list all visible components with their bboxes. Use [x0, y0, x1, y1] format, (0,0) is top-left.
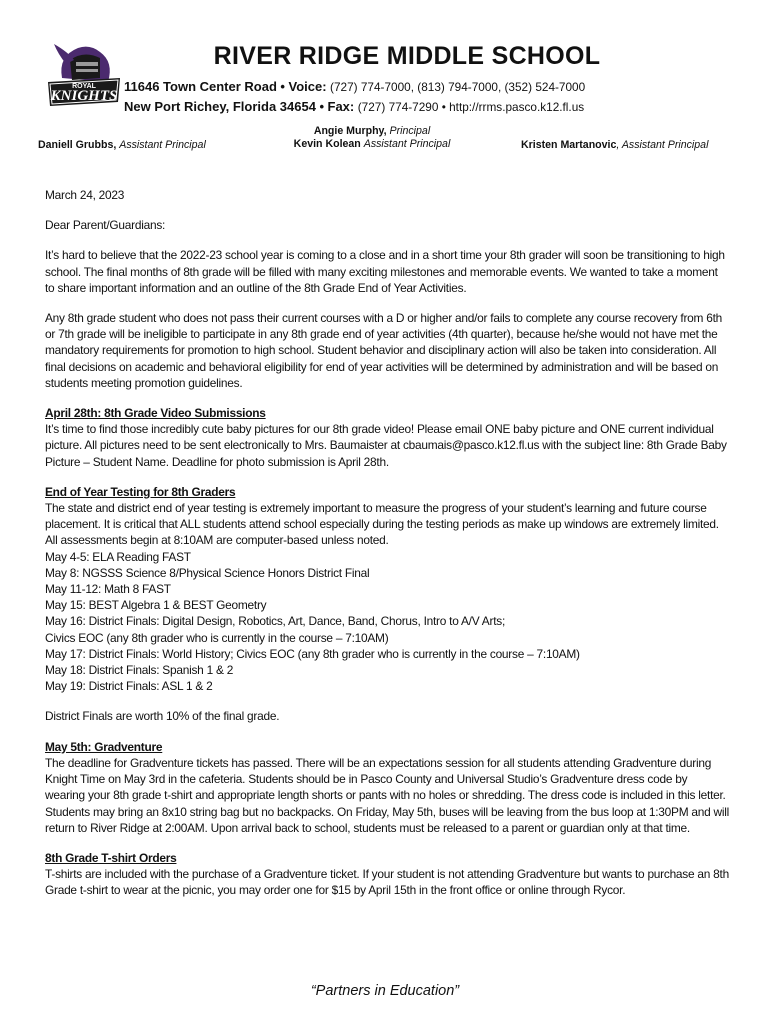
- voice-label: Voice:: [288, 79, 327, 94]
- letter-body: [45, 187, 730, 913]
- section-heading-video: April 28th: 8th Grade Video Submissions: [45, 406, 266, 421]
- section-body-gradventure: The deadline for Gradventure tickets has passed. There will be an expectations session for all students attending Gradventure during Knight Time on May 3rd in the cafeteria. Students should be in Pasco County and Universal Studio’s Gradventure dress code by wearing your 8th grade t-shirt and appropriate length shorts or pants with no holes or shredding. The dress code is included in this letter. Students may bring an 8x10 string bag but no backpacks. On Friday, May 5th, buses will be leaving from the bus loop at 1:30PM and will return to River Ridge at 2:00AM. Upon arrival back to school, students must be released to a parent or guardian only at that time.: [45, 755, 730, 835]
- testing-schedule-line: May 16: District Finals: Digital Design, Robotics, Art, Dance, Band, Chorus, Intro to A/V Arts;: [45, 614, 505, 629]
- testing-schedule-line: May 18: District Finals: Spanish 1 & 2: [45, 663, 234, 678]
- staff-title: Principal: [389, 125, 431, 137]
- testing-schedule: [45, 549, 730, 695]
- city-address: New Port Richey, Florida 34654: [124, 99, 316, 114]
- staff-name: Kevin Kolean: [293, 138, 361, 150]
- staff-title: Assistant Principal: [363, 138, 451, 150]
- staff-name: Kristen Martanovic: [521, 139, 617, 151]
- bullet-separator: •: [280, 79, 285, 94]
- staff-name: Daniell Grubbs,: [38, 139, 117, 151]
- testing-schedule-line: Civics EOC (any 8th grader who is currently in the course – 7:10AM): [45, 630, 389, 645]
- salutation: Dear Parent/Guardians:: [45, 218, 166, 233]
- section-body-testing: The state and district end of year testing is extremely important to measure the progress of your student’s learning and future course placement. It is critical that ALL students attend school especially during the testing periods as make up windows are extremely limited. All assessments begin at 8:10AM are computer-based unless noted.: [45, 501, 719, 548]
- school-logo: [44, 38, 124, 118]
- staff-name: Angie Murphy,: [313, 125, 387, 137]
- testing-schedule-line: May 11-12: Math 8 FAST: [45, 582, 171, 597]
- testing-schedule-line: May 19: District Finals: ASL 1 & 2: [45, 679, 213, 694]
- paragraph-eligibility: Any 8th grade student who does not pass their current courses with a D or higher and/or fails to complete any course recovery from 6th or 7th grade will be ineligible to participate in any 8th grade end of year activities (4th quarter), because he/she would not have met the mandatory requirements for promotion to high school. Student behavior and disciplinary action will also be taken into consideration. All final decisions on academic and behavioral eligibility for end of year activities will be determined by administration and will be based on students meeting promotion guidelines.: [45, 311, 723, 390]
- street-address: 11646 Town Center Road: [124, 79, 277, 94]
- knight-helmet-icon: [44, 38, 124, 118]
- section-heading-testing: End of Year Testing for 8th Graders: [45, 484, 236, 499]
- district-finals-note: District Finals are worth 10% of the final grade.: [45, 709, 280, 724]
- voice-numbers: (727) 774-7000, (813) 794-7000, (352) 524-7000: [330, 80, 586, 94]
- letter-date: March 24, 2023: [45, 188, 125, 202]
- section-heading-gradventure: May 5th: Gradventure: [45, 739, 163, 754]
- section-body-video: It’s time to find those incredibly cute baby pictures for our 8th grade video! Please email ONE baby picture and ONE current individual picture. All pictures need to be sent electronically to Mrs. Baumaister at cbaumais@pasco.k12.fl.us with the subject line: 8th Grade Baby Picture – Student Name. Deadline for photo submission is April 28th.: [45, 422, 727, 469]
- paragraph-intro: It’s hard to believe that the 2022-23 school year is coming to a close and in a short time your 8th grader will soon be transitioning to high school. The final months of 8th grade will be filled with many exciting milestones and memorable events. We wanted to take a moment to share important information and an outline of the 8th Grade End of Year Activities.: [45, 248, 725, 295]
- section-heading-tshirt: 8th Grade T-shirt Orders: [45, 850, 177, 865]
- logo-knights-text: KNIGHTS: [50, 88, 118, 104]
- section-body-tshirt: T-shirts are included with the purchase of a Gradventure ticket. If your student is not attending Gradventure but wants to purchase an 8th Grade t-shirt to wear at the picnic, you may order one for $15 by April 15th in the front office or online through Rycor.: [45, 867, 729, 898]
- staff-title: Assistant Principal: [119, 139, 206, 151]
- bullet-separator: •: [319, 99, 325, 114]
- fax-label: Fax:: [327, 99, 355, 114]
- testing-schedule-line: May 4-5: ELA Reading FAST: [45, 549, 191, 564]
- testing-schedule-line: May 8: NGSSS Science 8/Physical Science Honors District Final: [45, 565, 370, 580]
- logo-royal-text: ROYAL: [72, 83, 96, 90]
- staff-left: [38, 139, 206, 151]
- school-name: RIVER RIDGE MIDDLE SCHOOL: [213, 42, 601, 70]
- testing-schedule-line: May 15: BEST Algebra 1 & BEST Geometry: [45, 598, 267, 613]
- staff-title: , Assistant Principal: [616, 139, 709, 151]
- staff-right: [521, 139, 708, 151]
- address-line-1: [124, 79, 585, 94]
- footer-motto: “Partners in Education”: [310, 983, 460, 999]
- fax-and-website: (727) 774-7290 • http://rrms.pasco.k12.fl.us: [357, 100, 585, 114]
- staff-center: [287, 125, 457, 150]
- testing-schedule-line: May 17: District Finals: World History; Civics EOC (any 8th grader who is currently in the course – 7:10AM): [45, 646, 580, 661]
- address-line-2: [124, 99, 584, 114]
